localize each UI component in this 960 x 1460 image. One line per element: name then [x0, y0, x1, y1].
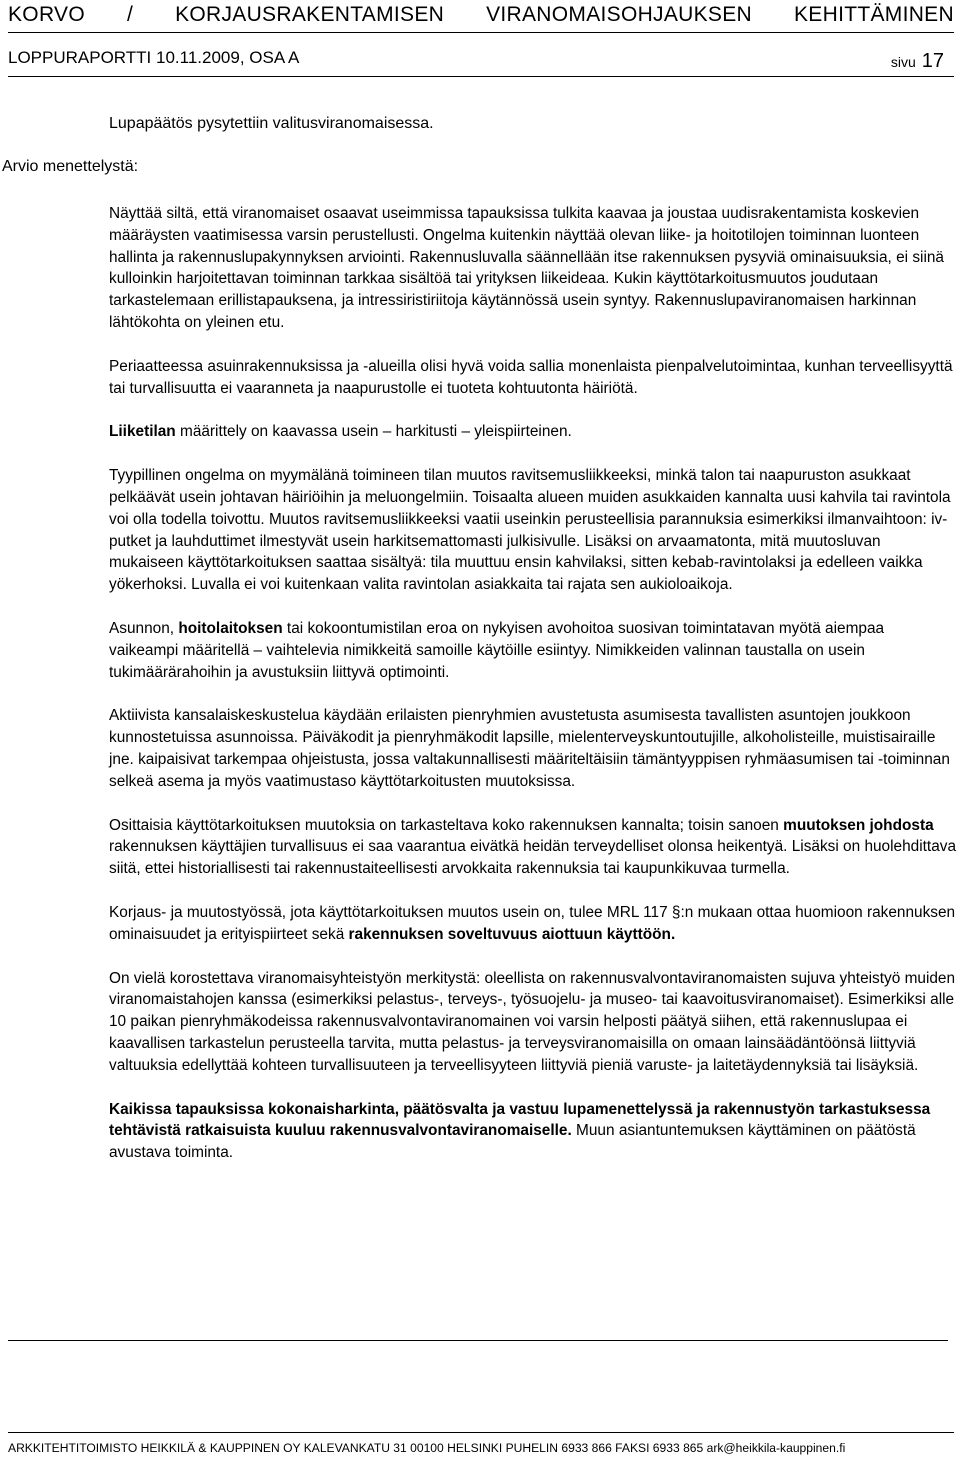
page-footer: ARKKITEHTITOIMISTO HEIKKILÄ & KAUPPINEN OY KALEVANKATU 31 00100 HELSINKI PUHELIN 6933 866 FAKSI 6933 865 ark@heikkila-kauppinen.fi — [8, 1441, 846, 1455]
page-indicator — [891, 50, 944, 73]
report-label: LOPPURAPORTTI 10.11.2009, OSA A — [8, 48, 300, 67]
header-title-word-1: KORJAUSRAKENTAMISEN — [175, 3, 445, 26]
paragraph-1: Näyttää siltä, että viranomaiset osaavat useimmissa tapauksissa tulkita kaavaa ja joustaa uudisrakentamista koskevien määräysten vaatimisessa varsin perustellusti. Ongelma kuitenkin näyttää olevan liike- ja hoitotilojen toiminnan luonteen hallinta ja rakennuslupakynnyksen arviointi. Rakennusluvalla säännellään itse rakennuksen pysyviä ominaisuuksia, ei siinä kulloinkin harjoitettavan toiminnan tarkkaa sisältöä tai yrityksen liikeideaa. Kukin käyttötarkoitusmuutos joudutaan tarkastelemaan erillistapauksena, ja intressiristiriitoja käytännössä usein syntyy. Rakennuslupaviranomaisen harkinnan lähtökohta on yleinen etu. — [109, 205, 944, 331]
content-end-rule — [8, 1340, 948, 1341]
bold-term: Liiketilan — [109, 423, 176, 441]
bold-term: rakennuksen soveltuvuus aiottuun käyttöön. — [348, 925, 676, 943]
paragraph-4: Tyypillinen ongelma on myymälänä toimineen tilan muutos ravitsemusliikkeeksi, minkä talon tai naapuruston asukkaat pelkäävät usein johtavan häiriöihin ja meluongelmiin. Toisaalta alueen muiden asukkaiden kannalta uusi kahvila tai ravintola voi olla todella toivottu. Muutos ravitsemusliikkeeksi vaatii useinkin perusteellisia parannuksia esimerkiksi ilmanvaihtoon: iv-putket ja lauhduttimet ilmestyvät usein harkitsemattomasti julkisivulle. Lisäksi on arvaamatonta, mitä muutosluvan mukaiseen käyttötarkoituksen saattaa sisältyä: tila muuttuu ensin kahvilaksi, sitten kebab-ravintolaksi ja edelleen vaikka yökerhoksi. Luvalla ei voi kuitenkaan valita ravintolan asiakkaita tai rajata sen aukioloaikoja. — [109, 467, 951, 594]
header-title-word-3: KEHITTÄMINEN — [794, 3, 954, 26]
paragraph-8 — [109, 902, 957, 946]
intro-line: Lupapäätös pysytettiin valitusviranomaisessa. — [109, 115, 434, 132]
paragraph-7 — [109, 815, 957, 880]
paragraph-7-text-b: rakennuksen käyttäjien turvallisuus ei saa vaarantua eivätkä heidän terveydelliset olonsa heikentyä. Lisäksi on huolehdittava siitä, ettei historiallisesti tai rakennustaiteellisesti arvokkaita rakennuksia tai kaupunkikuvaa turmella. — [109, 838, 957, 878]
paragraph-5-text-a: Asunnon, — [109, 619, 179, 637]
paragraph-3 — [109, 421, 957, 443]
paragraph-9: On vielä korostettava viranomaisyhteistyön merkitystä: oleellista on rakennusvalvontaviranomaisten sujuva yhteistyö muiden viranomaistahojen kanssa (esimerkiksi pelastus-, terveys-, työsuojelu- ja museo- tai kaavoitusviranomaiset). Esimerkiksi alle 10 paikan pienryhmäkodeissa rakennusvalvontaviranomainen voi varsin helposti päätyä siihen, että rakennuslupaa ei kaavallisen tarkastelun perusteella tarvita, mutta pelastus- ja terveysviranomaisilla on omaan lainsäädäntöönsä liittyviä valtuuksia edellyttää kohteen turvallisuuteen ja terveellisyyteen liittyviä pieniä varuste- ja laitetäydennyksiä tai lisäyksiä. — [109, 969, 956, 1074]
paragraph-2: Periaatteessa asuinrakennuksissa ja -alueilla olisi hyvä voida sallia monenlaista pienpalvelutoimintaa, kunhan terveellisyyttä tai turvallisuutta ei vaaranneta ja naapurustolle ei tuoteta kohtuutonta häiriötä. — [109, 357, 953, 397]
header-project-name: KORVO — [8, 3, 85, 26]
paragraph-10-text: Muun asiantuntemuksen käyttäminen on päätöstä avustava toiminta. — [109, 1122, 916, 1162]
bold-term: muutoksen johdosta — [783, 816, 934, 834]
paragraph-8-text: Korjaus- ja muutostyössä, jota käyttötarkoituksen muutos usein on, tulee MRL 117 §:n mukaan ottaa huomioon rakennuksen ominaisuudet ja erityispiirteet sekä — [109, 903, 956, 943]
header-separator: / — [126, 3, 134, 26]
page-number: 17 — [921, 50, 944, 72]
document-header-title — [8, 2, 954, 28]
footer-rule — [8, 1432, 954, 1433]
paragraph-3-text: määrittely on kaavassa usein – harkitusti – yleispiirteinen. — [175, 423, 572, 441]
bold-term: hoitolaitoksen — [178, 619, 283, 637]
header-title-word-2: VIRANOMAISOHJAUKSEN — [486, 3, 753, 26]
paragraph-6: Aktiivista kansalaiskeskustelua käydään erilaisten pienryhmien avustetusta asumisesta tavallisten asuntojen joukkoon kunnostetuissa asunnoissa. Päiväkodit ja pienryhmäkodit lapsille, mielenterveyskuntoutujille, alkoholisteille, muistisairaille jne. kaipaisivat tarkempaa ohjeistusta, jossa valtakunnallisesti määriteltäisiin tämäntyyppisen ryhmäasumisen tai -toiminnan selkeä asema ja myös vaatimustaso käyttötarkoitusten muutoksissa. — [109, 707, 950, 790]
section-heading: Arvio menettelystä: — [2, 158, 139, 175]
paragraph-7-text-a: Osittaisia käyttötarkoituksen muutoksia on tarkasteltava koko rakennuksen kannalta; toisin sanoen — [109, 816, 784, 834]
header-rule-bottom — [8, 76, 954, 77]
page-label: sivu — [890, 54, 916, 70]
body-text — [109, 203, 957, 1186]
paragraph-5-text-b: tai kokoontumistilan eroa on nykyisen avohoitoa suosivan toimintatavan myötä aiempaa vaikeampi määritellä – vaihtelevia nimikkeitä samoille käytöille esiintyy. Nimikkeiden valinnan taustalla on usein tukimäärärahoihin ja avustuksiin liittyvä optimointi. — [109, 619, 885, 681]
paragraph-10 — [109, 1099, 957, 1164]
header-rule-top — [8, 32, 954, 33]
paragraph-5 — [109, 618, 957, 683]
bold-statement: Kaikissa tapauksissa kokonaisharkinta, päätösvalta ja vastuu lupamenettelyssä ja rakennustyön tarkastuksessa tehtävistä ratkaisuista kuuluu rakennusvalvontaviranomaiselle. — [109, 1100, 931, 1140]
document-header-subtitle — [8, 46, 954, 76]
